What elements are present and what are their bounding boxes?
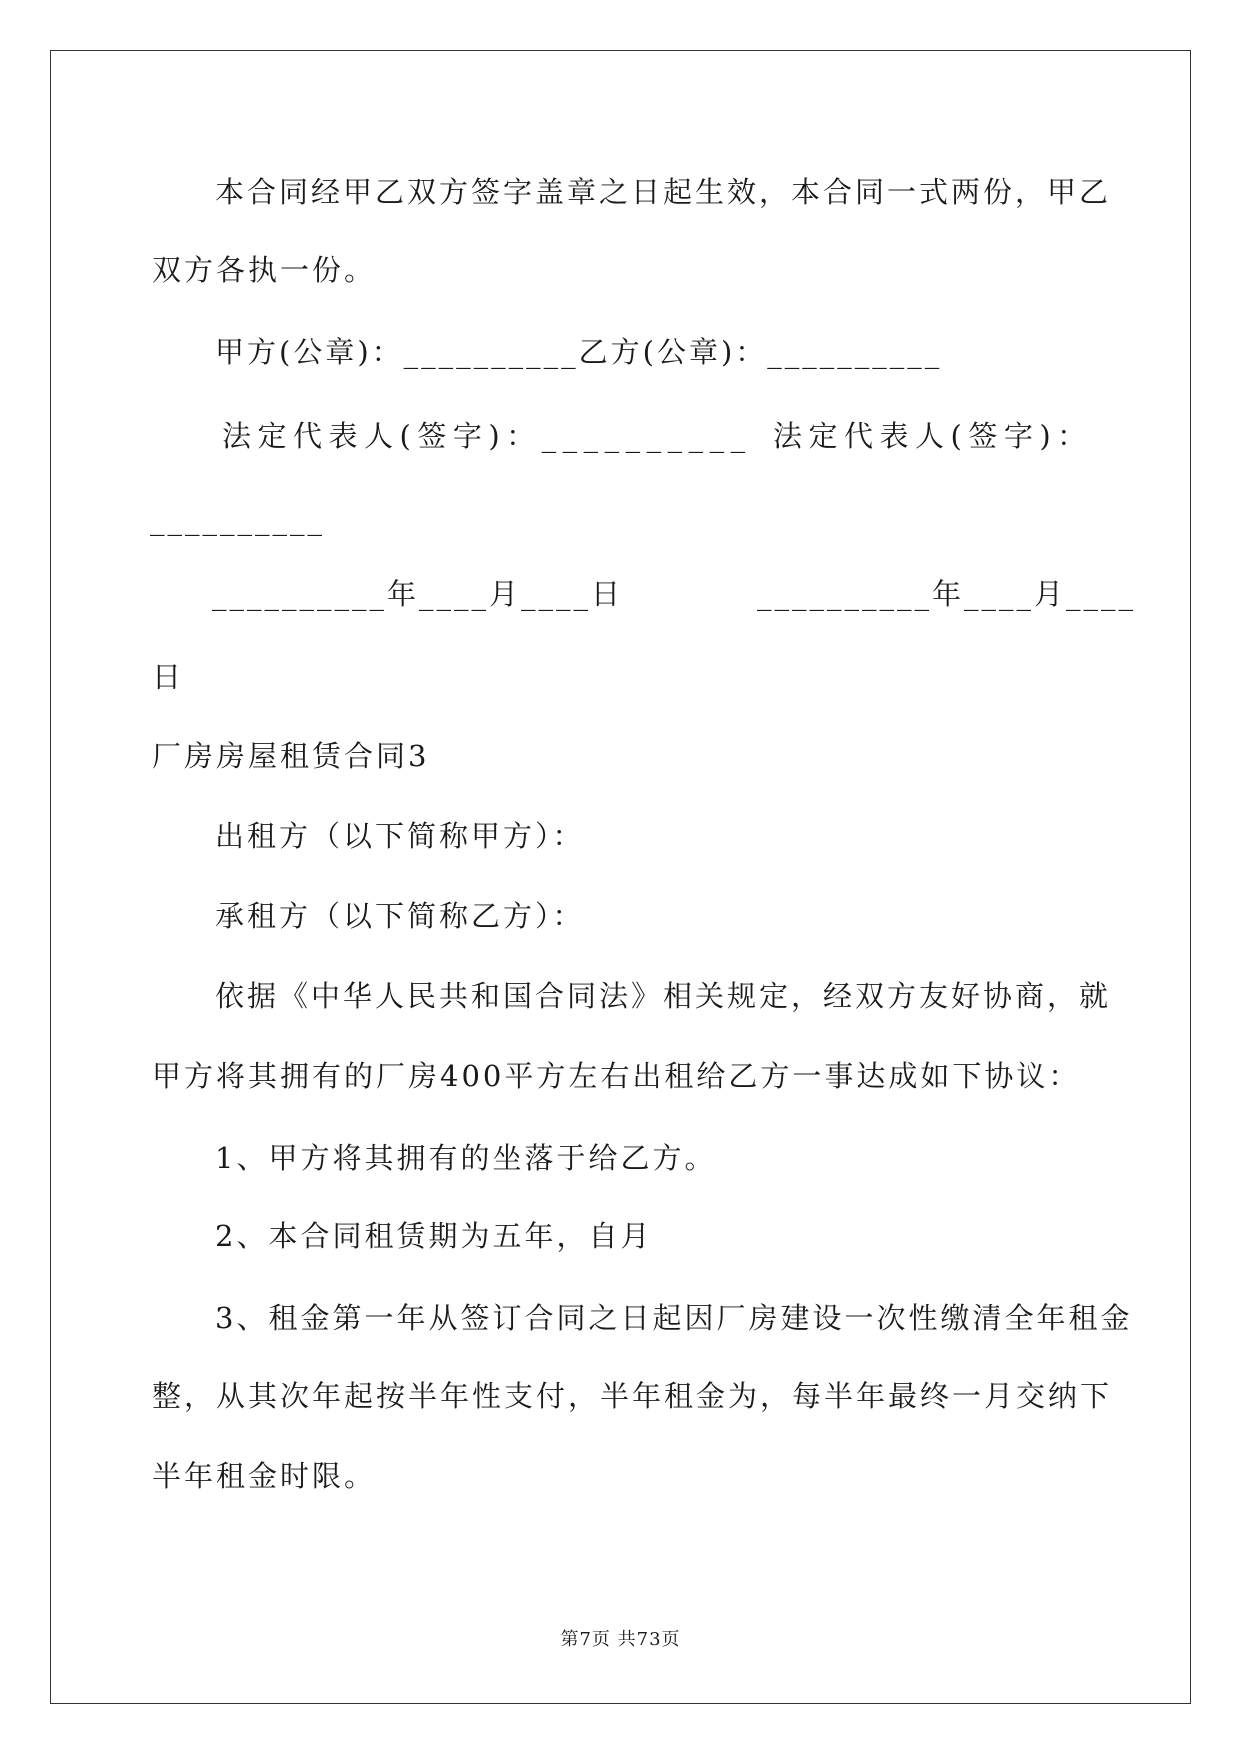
- page-border: [50, 50, 1191, 1704]
- clause-1: 1、甲方将其拥有的坐落于给乙方。: [215, 1141, 717, 1175]
- party-b-date-day: 日: [152, 660, 185, 694]
- lessor-line: 出租方（以下简称甲方）：: [215, 819, 585, 853]
- lessee-line: 承租方（以下简称乙方）：: [215, 899, 585, 933]
- basis-line1: 依据《中华人民共和国合同法》相关规定，经双方友好协商，就: [215, 979, 1112, 1013]
- basis-line2: 甲方将其拥有的厂房400平方左右出租给乙方一事达成如下协议：: [152, 1059, 1081, 1093]
- page-number-footer: 第7页 共73页: [560, 1629, 681, 1650]
- party-a-date: __________年____月____日: [212, 577, 624, 611]
- clause-3-line3: 半年租金时限。: [152, 1459, 377, 1493]
- clause-3-line2: 整，从其次年起按半年性支付，半年租金为，每半年最终一月交纳下: [152, 1379, 1113, 1413]
- paragraph-effective-line2: 双方各执一份。: [152, 253, 377, 287]
- party-seals-line: 甲方(公章)：__________乙方(公章)：__________: [215, 335, 943, 369]
- party-b-date: __________年____月____: [757, 577, 1137, 611]
- party-a-representative: 法定代表人(签字)：__________: [222, 419, 752, 453]
- clause-3-line1: 3、租金第一年从签订合同之日起因厂房建设一次性缴清全年租金: [215, 1301, 1133, 1335]
- clause-2: 2、本合同租赁期为五年，自月: [215, 1219, 653, 1253]
- party-b-representative: 法定代表人(签字)：: [773, 419, 1093, 453]
- section-title: 厂房房屋租赁合同3: [152, 739, 430, 773]
- party-b-representative-blank: __________: [150, 502, 325, 536]
- paragraph-effective-line1: 本合同经甲乙双方签字盖章之日起生效，本合同一式两份，甲乙: [215, 175, 1112, 209]
